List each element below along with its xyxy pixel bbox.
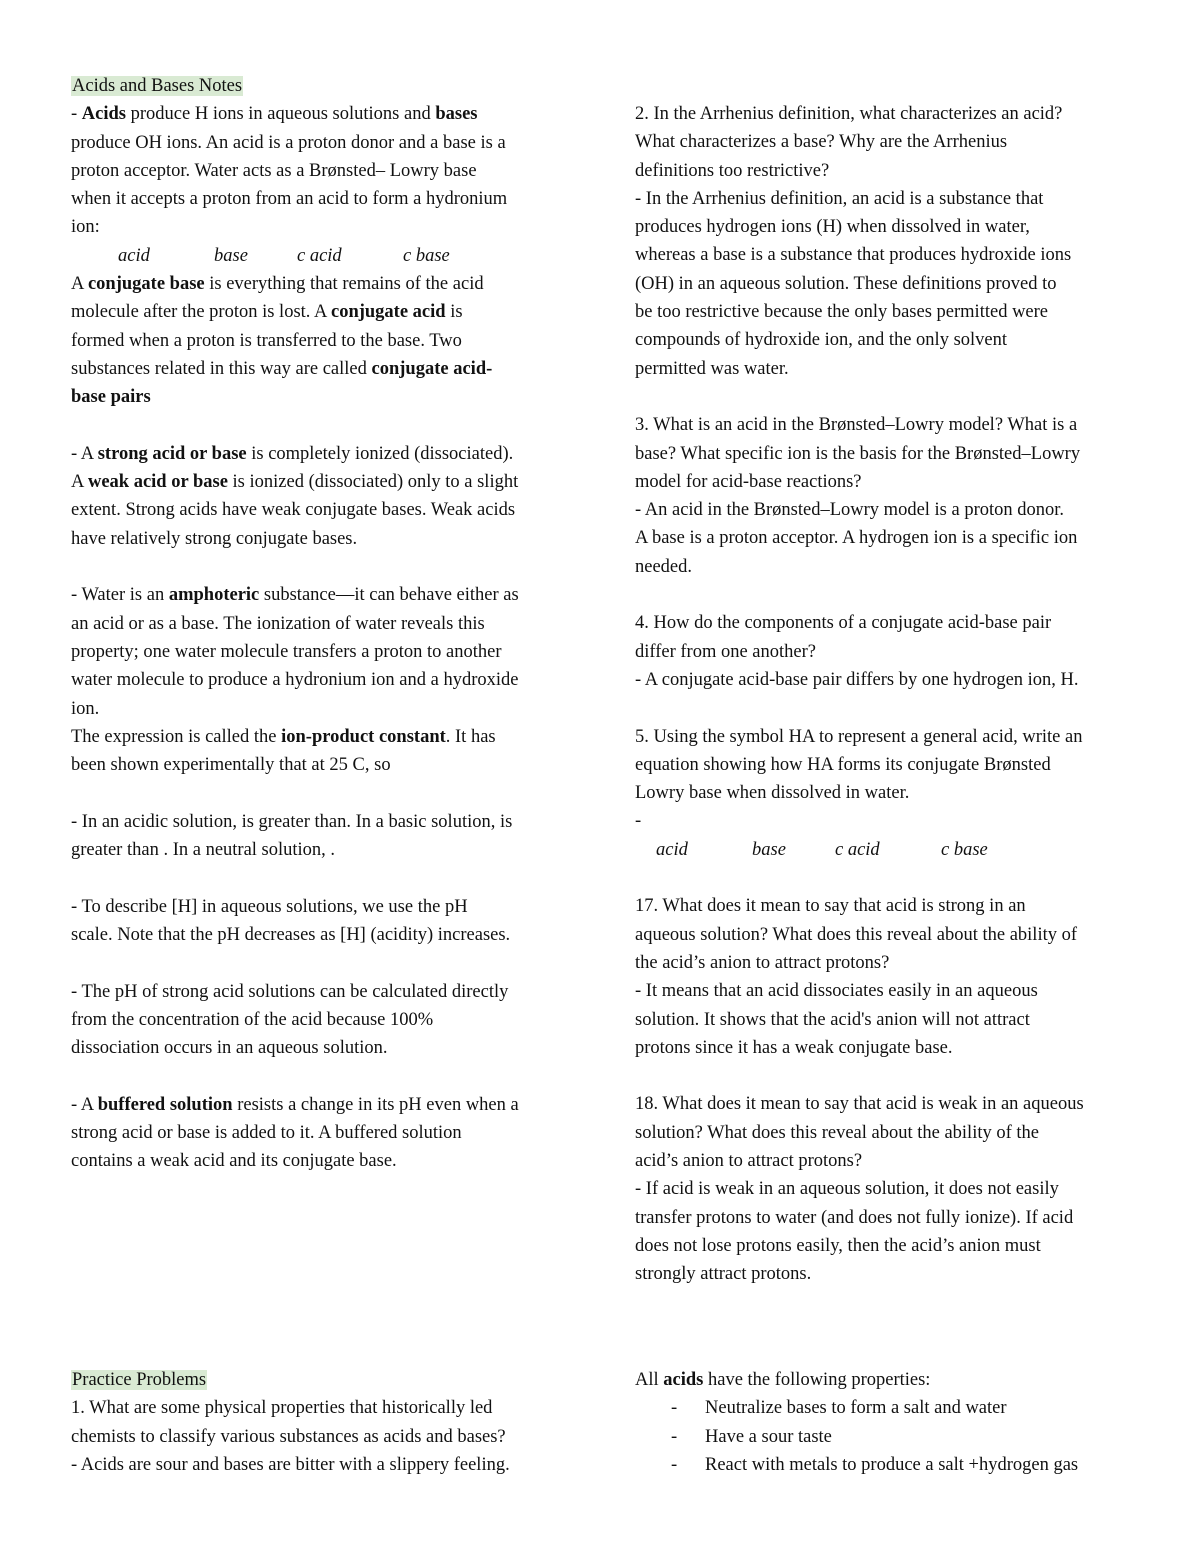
list-item: - Have a sour taste xyxy=(671,1426,832,1447)
equation-labels xyxy=(71,242,571,270)
practice-problems: Practice Problems 1. What are some physical properties that historically led chemists to classify various substances as acids and bases? - Acids are sour and bases are bitter with a slippery feeling. xyxy=(71,1370,510,1475)
equation-label-c-base: c base xyxy=(403,245,450,266)
question-4: 4. How do the components of a conjugate acid-base pair differ from one another? - A conjugate acid-base pair differs by one hydrogen ion, H. xyxy=(635,613,1079,690)
equation-label-base: base xyxy=(214,245,248,266)
acidic-basic-paragraph: - In an acidic solution, is greater than. In a basic solution, is greater than . In a neutral solution, . xyxy=(71,811,513,861)
equation-label-c-acid: c acid xyxy=(835,839,880,860)
equation-label-c-acid: c acid xyxy=(297,245,342,266)
list-item: - React with metals to produce a salt +hydrogen gas xyxy=(671,1454,1079,1475)
strong-acid-ph-paragraph: - The pH of strong acid solutions can be calculated directly from the concentration of the acid because 100% dissociation occurs in an aqueous solution. xyxy=(71,981,509,1059)
question-17: 17. What does it mean to say that acid is strong in an aqueous solution? What does this reveal about the ability of the acid’s anion to attract protons? - It means that an acid dissociates easily in an aqueous solution. It shows that the acid's anion will not attract protons since it has a weak conjugate base. xyxy=(635,896,1078,1058)
practice-title: Practice Problems xyxy=(72,1370,207,1390)
buffered-solution-paragraph: - A buffered solution resists a change in its pH even when a strong acid or base is added to it. A buffered solution contains a weak acid and its conjugate base. xyxy=(71,1094,519,1172)
equation-label-c-base: c base xyxy=(941,839,988,860)
acid-properties-list xyxy=(635,1394,1155,1479)
notes-title: Acids and Bases Notes xyxy=(72,76,243,96)
acids-bases-definition: - Acids produce H ions in aqueous solutions and bases produce OH ions. An acid is a proton donor and a base is a proton acceptor. Water acts as a Brønsted– Lowry base when it accepts a proton from an acid to form a hydronium ion: xyxy=(71,104,508,238)
question-18: 18. What does it mean to say that acid is weak in an aqueous solution? What does this reveal about the ability of the acid’s anion to attract protons? - If acid is weak in an aqueous solution, it does not easily transfer protons to water (and does not fully ionize). If acid does not lose protons easily, then the acid’s anion must strongly attract protons. xyxy=(635,1094,1084,1285)
question-5: 5. Using the symbol HA to represent a general acid, write an equation showing how HA forms its conjugate Brønsted Lowry base when dissolved in water. - acid base c acid c base xyxy=(635,723,1135,864)
equation-label-base: base xyxy=(752,839,786,860)
question-3: 3. What is an acid in the Brønsted–Lowry model? What is a base? What specific ion is the basis for the Brønsted–Lowry model for acid-base reactions? - An acid in the Brønsted–Lowry model is a proton donor. A base is a proton acceptor. A hydrogen ion is a specific ion needed. xyxy=(635,415,1081,577)
list-item: - Neutralize bases to form a salt and water xyxy=(671,1398,1007,1419)
equation-label-acid: acid xyxy=(656,839,688,860)
strong-weak-paragraph: - A strong acid or base is completely ionized (dissociated). A weak acid or base is ionized (dissociated) only to a slight extent. Strong acids have weak conjugate bases. Weak acids have relatively strong conjugate bases. xyxy=(71,443,519,549)
notes-title-line xyxy=(71,72,571,100)
acid-properties xyxy=(635,1366,1155,1479)
equation-labels-q5 xyxy=(635,836,1135,864)
conjugate-pairs-paragraph: A conjugate base is everything that remains of the acid molecule after the proton is lost. A conjugate acid is formed when a proton is transferred to the base. Two substances related in this way are called conjugate acid- base pairs xyxy=(71,274,493,408)
term-bases: bases xyxy=(435,104,478,125)
term-acids: Acids xyxy=(81,104,126,125)
question-2: 2. In the Arrhenius definition, what characterizes an acid? What characterizes a base? Why are the Arrhenius definitions too restrictive? - In the Arrhenius definition, an acid is a substance that produces hydrogen ions (H) when dissolved in water, whereas a base is a substance that produces hydroxide ions (OH) in an aqueous solution. These definitions proved to be too restrictive because the only bases permitted were compounds of hydroxide ion, and the only solvent permitted was water. xyxy=(635,104,1072,379)
equation-label-acid: acid xyxy=(118,245,150,266)
amphoteric-paragraph: - Water is an amphoteric substance—it can behave either as an acid or as a base. The ionization of water reveals this property; one water molecule transfers a proton to another water molecule to produce a hydronium ion and a hydroxide ion. The expression is called the ion-product constant. It has been shown experimentally that at 25 C, so xyxy=(71,585,519,776)
acid-properties-intro: All acids have the following properties: xyxy=(635,1370,931,1390)
notes-column xyxy=(71,72,571,1176)
questions-column xyxy=(635,100,1135,1288)
ph-scale-paragraph: - To describe [H] in aqueous solutions, we use the pH scale. Note that the pH decreases as [H] (acidity) increases. xyxy=(71,896,511,945)
